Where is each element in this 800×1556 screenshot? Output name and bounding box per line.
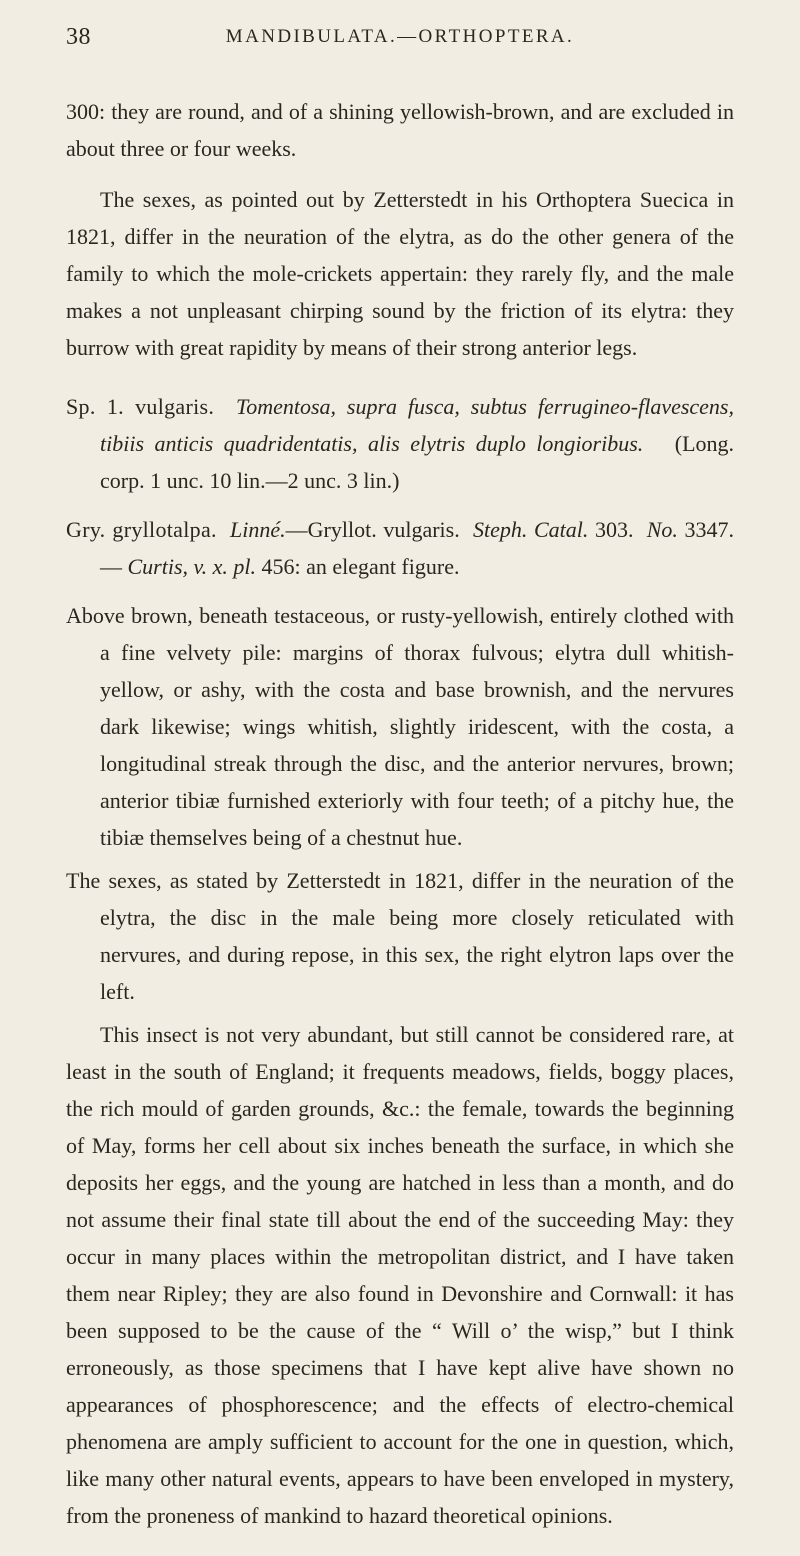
species-measurements: (Long. corp. 1 unc. 10 lin.—2 unc. 3 lin.) — [100, 431, 735, 493]
synonym-catalogue-number: 303. — [594, 517, 634, 542]
synonym-stephens: Steph. Catal. — [472, 517, 589, 542]
running-head: MANDIBULATA.—ORTHOPTERA. — [225, 26, 575, 47]
body-text — [66, 93, 734, 1556]
synonym-label: Gry. gryllotalpa. — [66, 517, 217, 542]
description-paragraph: Above brown, beneath testaceous, or rusty-yellowish, entirely clothed with a fine velvety pile: margins of thorax fulvous; elytra dull whitish-yellow, or ashy, with the costa and base brownish, and the nervures dark likewise; wings whitish, slightly iridescent, with the costa, a longitudinal streak through the disc, and the anterior nervures, brown; anterior tibiæ furnished exteriorly with four teeth; of a pitchy hue, the tibiæ themselves being of a chestnut hue. — [66, 603, 734, 850]
synonym-vulgaris: —Gryllot. vulgaris. — [285, 517, 460, 542]
synonym-no-label: No. — [646, 517, 678, 542]
synonymy-entry — [66, 511, 734, 585]
habitat-paragraph: This insect is not very abundant, but still cannot be considered rare, at least in the south of England; it frequents meadows, fields, boggy places, the rich mould of garden grounds, &c.: the female, towards the beginning of May, forms her cell about six inches beneath the surface, in which she deposits her eggs, and the young are hatched in less than a month, and do not assume their final state till about the end of the succeeding May: they occur in many places within the metropolitan district, and I have taken them near Ripley; they are also found in Devonshire and Cornwall: it has been supposed to be the cause of the “ Will o’ the wisp,” but I think erroneously, as those specimens that I have kept alive have shown no appearances of phosphorescence; and the effects of electro-chemical phenomena are amply sufficient to account for the one in question, which, like many other natural events, appears to have been enveloped in mystery, from the proneness of mankind to hazard theoretical opinions. — [66, 1022, 734, 1528]
species-label: Sp. 1. vulgaris. — [66, 394, 215, 419]
species-latin-diagnosis: Tomentosa, supra fusca, subtus ferrugineo-flavescens, tibiis anticis quadridentatis, alis elytris duplo longioribus. — [100, 394, 734, 456]
species-entry — [66, 388, 734, 499]
synonym-no-value: 3347.— — [100, 517, 735, 579]
page-header — [0, 24, 800, 54]
paragraph-sexes-family: The sexes, as pointed out by Zetterstedt in his Orthoptera Suecica in 1821, differ in the neuration of the elytra, as do the other genera of the family to which the mole-crickets appertain: they rarely fly, and the male makes a not unpleasant chirping sound by the friction of its elytra: they burrow with great rapidity by means of their strong anterior legs. — [66, 187, 734, 360]
sexes-paragraph: The sexes, as stated by Zetterstedt in 1821, differ in the neuration of the elytra, the disc in the male being more closely reticulated with nervures, and during repose, in this sex, the right elytron laps over the left. — [66, 868, 734, 1004]
synonym-figure: 456: an elegant figure. — [261, 554, 460, 579]
page-number: 38 — [66, 24, 91, 50]
synonym-linne: Linné. — [230, 517, 286, 542]
synonym-curtis: Curtis, v. x. pl. — [127, 554, 257, 579]
paragraph-egg-development: 300: they are round, and of a shining yellowish-brown, and are excluded in about three or four weeks. — [66, 99, 734, 161]
